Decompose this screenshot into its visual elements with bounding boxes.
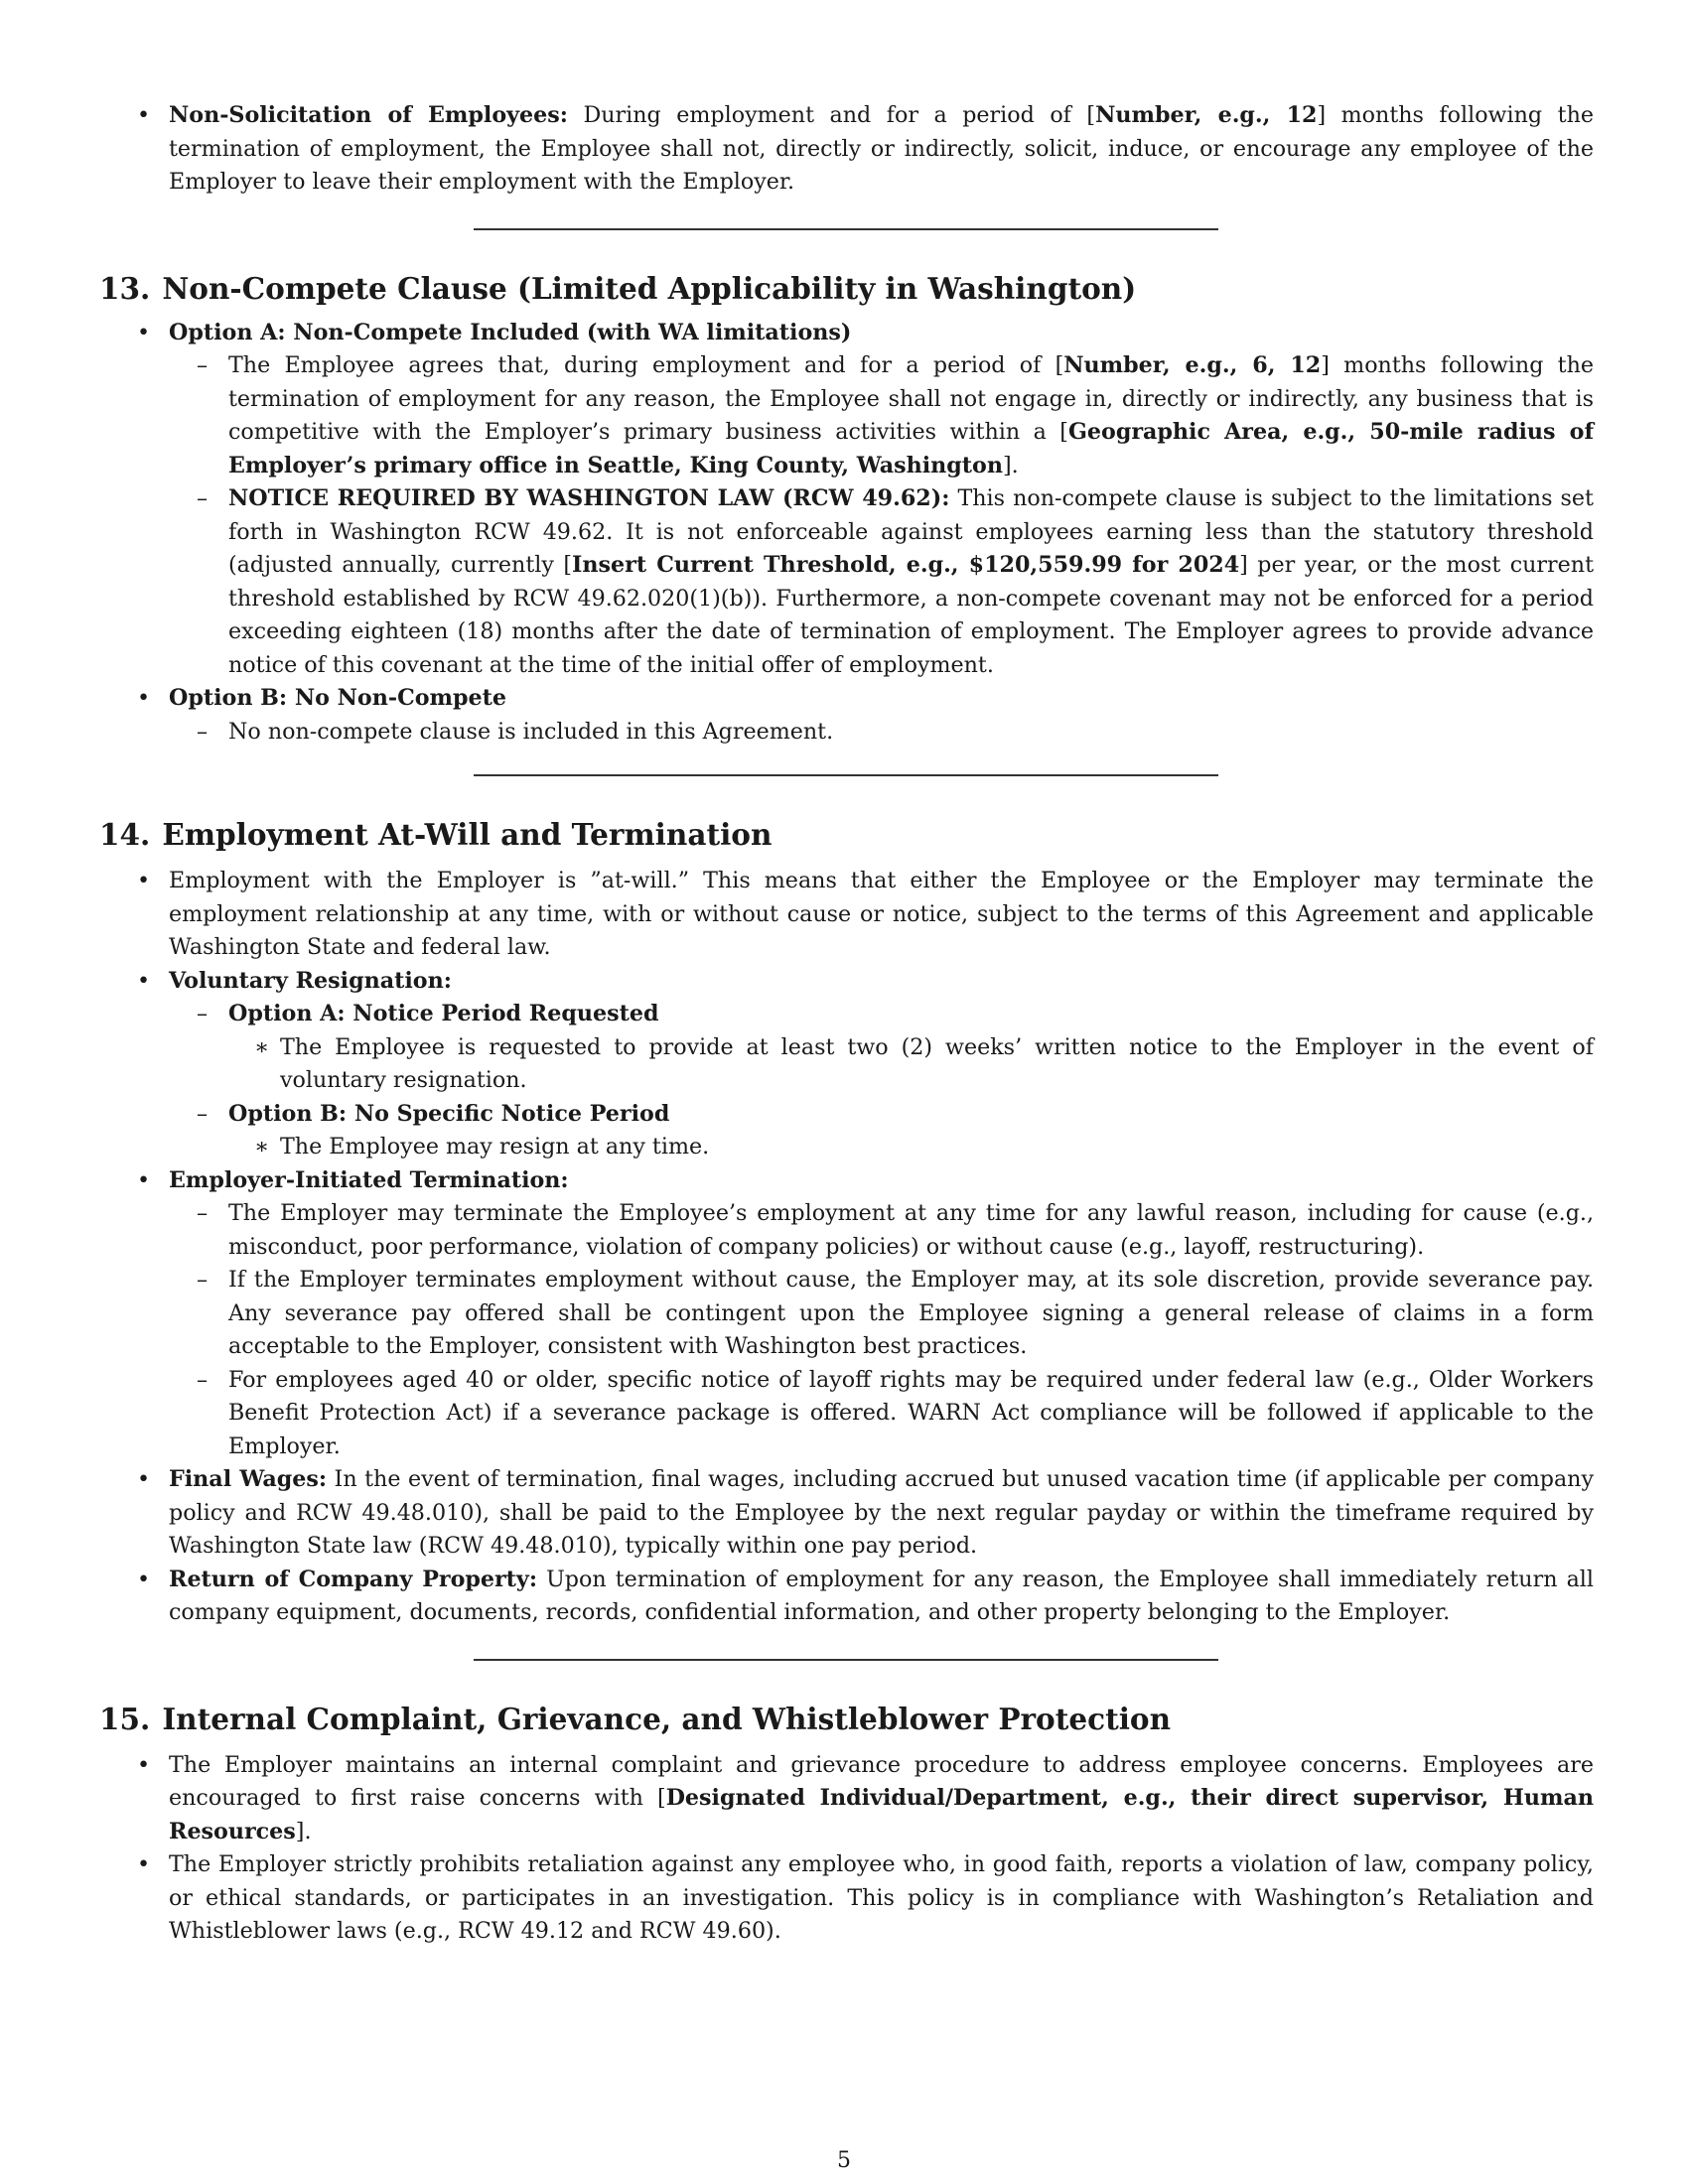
return-property-label: Return of Company Property: bbox=[169, 1566, 538, 1592]
employer-termination-item bbox=[99, 1164, 1594, 1464]
document-page bbox=[99, 99, 1594, 1949]
option-b-sublist bbox=[169, 716, 1594, 750]
employer-termination-label: Employer-Initiated Termination: bbox=[169, 1166, 569, 1193]
sub-sublist bbox=[228, 1131, 1594, 1164]
text-run: ]. bbox=[295, 1818, 312, 1844]
list-item: ∗ The Employee may resign at any time. bbox=[228, 1131, 1594, 1164]
text-run: Upon termination of employment for any reason, the Employee shall immediately return all company equipment, documents, records, confidential information, and other property belonging to the Employer. bbox=[169, 1566, 1594, 1625]
list-item: • Employment with the Employer is ”at-will.” This means that either the Employee or the Employer may terminate the employment relationship at any time, with or without cause or notice, subject to the terms of this Agreement and applicable Washington State and federal law. bbox=[99, 865, 1594, 965]
list-item: – The Employer may terminate the Employee’s employment at any time for any lawful reason, including for cause (e.g., misconduct, poor performance, violation of company policies) or without cause (e.g., layoff, restructuring). bbox=[169, 1197, 1594, 1264]
list-item bbox=[99, 1749, 1594, 1849]
notice-label: NOTICE REQUIRED BY WASHINGTON LAW (RCW 49.62): bbox=[228, 485, 950, 511]
section-14-heading bbox=[99, 815, 1594, 855]
option-label: Option B: No Specific Notice Period bbox=[228, 1100, 670, 1127]
section-15-heading bbox=[99, 1700, 1594, 1739]
text-run: ] per year, or the most current threshold established by RCW 49.62.020(1)(b)). Furthermore, a non-compete covenant may not be enforced for a period exceeding eighteen (18) months after the date of termination of employment. The Employer agrees to provide advance notice of this covenant at the time of the initial offer of employment. bbox=[228, 552, 1594, 678]
option-a-label: Option A: Non-Compete Included (with WA limitations) bbox=[169, 319, 852, 345]
section-title: Non-Compete Clause (Limited Applicability in Washington) bbox=[162, 270, 1137, 306]
list-item bbox=[169, 998, 1594, 1098]
non-solicitation-label: Non-Solicitation of Employees: bbox=[169, 102, 568, 128]
non-solicitation-list bbox=[99, 99, 1594, 200]
text-run: The Employee agrees that, during employment and for a period of [ bbox=[228, 352, 1064, 378]
placeholder-field: Insert Current Threshold, e.g., $120,559.99 for 2024 bbox=[572, 552, 1240, 578]
list-item: ∗ The Employee is requested to provide at least two (2) weeks’ written notice to the Employer in the event of voluntary resignation. bbox=[228, 1031, 1594, 1098]
placeholder-field: Designated Individual/Department, e.g., their direct supervisor, Human Resources bbox=[169, 1785, 1594, 1844]
text-run: ]. bbox=[1002, 452, 1019, 478]
non-solicitation-item bbox=[99, 99, 1594, 200]
text-run: ] months following the termination of employment, the Employee shall not, directly or indirectly, solicit, induce, or encourage any employee of the Employer to leave their employment with the Employer. bbox=[169, 102, 1594, 195]
section-13-list bbox=[99, 317, 1594, 750]
option-b-item bbox=[99, 682, 1594, 749]
list-item: – No non-compete clause is included in this Agreement. bbox=[169, 716, 1594, 750]
section-title: Internal Complaint, Grievance, and Whistleblower Protection bbox=[162, 1701, 1172, 1736]
final-wages-item bbox=[99, 1463, 1594, 1564]
placeholder-field: Number, e.g., 6, 12 bbox=[1063, 352, 1322, 378]
option-b-label: Option B: No Non-Compete bbox=[169, 685, 506, 711]
option-a-sublist bbox=[169, 349, 1594, 682]
section-number: 14. bbox=[99, 817, 151, 852]
text-run: The Employer maintains an internal complaint and grievance procedure to address employee concerns. Employees are encouraged to first raise concerns with [ bbox=[169, 1751, 1594, 1811]
text-run: During employment and for a period of [ bbox=[567, 102, 1096, 128]
text-run: ] months following the termination of employment for any reason, the Employee shall not engage in, directly or indirectly, any business that is competitive with the Employer’s primary business activities within a [ bbox=[228, 352, 1594, 445]
voluntary-resignation-item bbox=[99, 965, 1594, 1164]
final-wages-label: Final Wages: bbox=[169, 1466, 328, 1492]
placeholder-field: Geographic Area, e.g., 50-mile radius of Employer’s primary office in Seattle, King County, Washington bbox=[228, 419, 1594, 478]
voluntary-resignation-label: Voluntary Resignation: bbox=[169, 967, 452, 994]
section-14-list bbox=[99, 865, 1594, 1630]
employer-termination-sublist bbox=[169, 1197, 1594, 1463]
section-divider bbox=[474, 1659, 1218, 1661]
list-item: • The Employer strictly prohibits retaliation against any employee who, in good faith, reports a violation of law, company policy, or ethical standards, or participates in an investigation. This policy is in compliance with Washington’s Retaliation and Whistleblower laws (e.g., RCW 49.12 and RCW 49.60). bbox=[99, 1848, 1594, 1949]
section-divider bbox=[474, 228, 1218, 230]
option-label: Option A: Notice Period Requested bbox=[228, 1001, 659, 1026]
placeholder-field: Number, e.g., 12 bbox=[1095, 102, 1318, 128]
list-item: – For employees aged 40 or older, specific notice of layoff rights may be required under federal law (e.g., Older Workers Benefit Protection Act) if a severance package is offered. WARN Act compliance will be followed if applicable to the Employer. bbox=[169, 1364, 1594, 1464]
section-number: 15. bbox=[99, 1701, 151, 1736]
sub-sublist bbox=[228, 1031, 1594, 1098]
list-item bbox=[169, 1098, 1594, 1164]
text-run: In the event of termination, final wages, including accrued but unused vacation time (if applicable per company policy and RCW 49.48.010), shall be paid to the Employee by the next regular payday or within the timeframe required by Washington State law (RCW 49.48.010), typically within one pay period. bbox=[169, 1466, 1594, 1559]
list-item bbox=[169, 482, 1594, 682]
list-item bbox=[169, 349, 1594, 482]
voluntary-resignation-sublist bbox=[169, 998, 1594, 1164]
return-property-item bbox=[99, 1564, 1594, 1630]
option-a-item bbox=[99, 317, 1594, 683]
section-title: Employment At-Will and Termination bbox=[162, 817, 773, 852]
page-number: 5 bbox=[837, 2148, 851, 2173]
list-item: – If the Employer terminates employment without cause, the Employer may, at its sole discretion, provide severance pay. Any severance pay offered shall be contingent upon the Employee signing a general release of claims in a form acceptable to the Employer, consistent with Washington best practices. bbox=[169, 1264, 1594, 1364]
text-run: This non-compete clause is subject to the limitations set forth in Washington RCW 49.62. It is not enforceable against employees earning less than the statutory threshold (adjusted annually, currently [ bbox=[228, 485, 1594, 578]
section-15-list bbox=[99, 1749, 1594, 1949]
section-13-heading bbox=[99, 269, 1594, 309]
section-divider bbox=[474, 774, 1218, 776]
section-number: 13. bbox=[99, 270, 151, 306]
